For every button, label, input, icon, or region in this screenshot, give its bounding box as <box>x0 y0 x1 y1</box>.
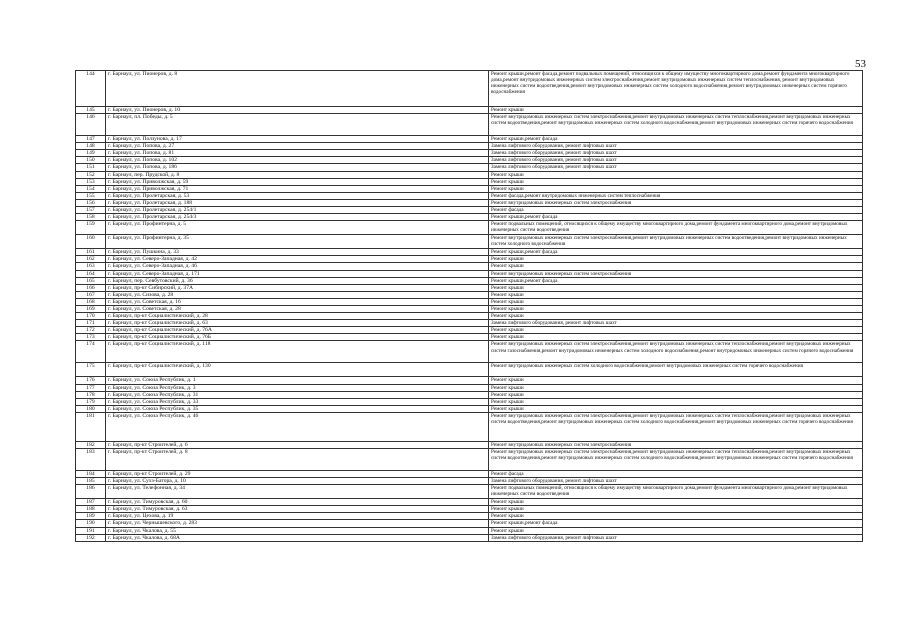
row-work-types: Ремонт крыши,ремонт фасада <box>489 136 863 143</box>
row-address: г. Барнаул, пр-кт Строителей, д. 29 <box>106 471 489 478</box>
table-row <box>76 256 863 263</box>
row-number: 189 <box>76 513 106 520</box>
row-work-types: Ремонт внутридомовых инженерных систем холодного водоснабжения,ремонт внутридомовых инженерных систем горячего водоснабжения <box>489 363 863 377</box>
row-number: 181 <box>76 412 106 441</box>
row-number: 174 <box>76 341 106 363</box>
row-number: 183 <box>76 449 106 471</box>
table-row <box>76 214 863 221</box>
table-row <box>76 171 863 178</box>
page-number: 53 <box>855 58 866 70</box>
row-address: г. Барнаул, пр-кт Социалистический, д. 118 <box>106 341 489 363</box>
row-work-types: Ремонт внутридомовых инженерных систем электроснабжения <box>489 270 863 277</box>
row-address: г. Барнаул, ул. Союза Республик, д. 46 <box>106 412 489 441</box>
row-address: г. Барнаул, ул. Попова, д. 27 <box>106 143 489 150</box>
row-number: 160 <box>76 235 106 249</box>
row-address: г. Барнаул, ул. Советская, д. 28 <box>106 305 489 312</box>
row-work-types: Замена лифтового оборудования, ремонт лифтовых шахт <box>489 143 863 150</box>
row-address: г. Барнаул, ул. Пролетарская, д. 188 <box>106 199 489 206</box>
row-number: 164 <box>76 270 106 277</box>
row-address: г. Барнаул, пр-кт Сибирский, д. 37А <box>106 284 489 291</box>
row-number: 168 <box>76 298 106 305</box>
row-address: г. Барнаул, ул. Чкалова, д. 68А <box>106 534 489 541</box>
table-row <box>76 192 863 199</box>
table-row <box>76 221 863 235</box>
row-work-types: Ремонт крыши <box>489 499 863 506</box>
row-address: г. Барнаул, ул. Чкалова, д. 55 <box>106 527 489 534</box>
row-work-types: Ремонт крыши <box>489 384 863 391</box>
row-number: 166 <box>76 284 106 291</box>
row-number: 191 <box>76 527 106 534</box>
row-work-types: Ремонт крыши <box>489 334 863 341</box>
row-work-types: Ремонт крыши <box>489 405 863 412</box>
row-address: г. Барнаул, ул. Попова, д. 186 <box>106 164 489 171</box>
table-row <box>76 478 863 485</box>
row-address: г. Барнаул, пр-кт Строителей, д. 6 <box>106 441 489 448</box>
row-address: г. Барнаул, пр-кт Социалистический, д. 76А <box>106 327 489 334</box>
table-row <box>76 185 863 192</box>
row-number: 144 <box>76 71 106 107</box>
row-work-types: Ремонт фасада <box>489 207 863 214</box>
row-number: 185 <box>76 478 106 485</box>
row-address: г. Барнаул, ул. Союза Республик, д. 1 <box>106 377 489 384</box>
table-row <box>76 398 863 405</box>
row-work-types: Ремонт крыши,ремонт фасада <box>489 249 863 256</box>
row-number: 148 <box>76 143 106 150</box>
row-work-types: Ремонт крыши <box>489 391 863 398</box>
row-number: 186 <box>76 485 106 499</box>
row-number: 146 <box>76 114 106 136</box>
row-address: г. Барнаул, ул. Пионеров, д. 8 <box>106 71 489 107</box>
row-number: 154 <box>76 185 106 192</box>
row-work-types: Ремонт внутридомовых инженерных систем электроснабжения,ремонт внутридомовых инженерных систем водоотведения,ремонт внутридомовых инженерных систем холодного водоснабжения <box>489 235 863 249</box>
row-address: г. Барнаул, ул. Тимуровская, д. 60 <box>106 499 489 506</box>
table-row <box>76 277 863 284</box>
table-row <box>76 412 863 441</box>
row-work-types: Ремонт крыши <box>489 256 863 263</box>
row-number: 152 <box>76 171 106 178</box>
row-work-types: Замена лифтового оборудования, ремонт лифтовых шахт <box>489 320 863 327</box>
row-address: г. Барнаул, ул. Цехова, д. 19 <box>106 513 489 520</box>
row-work-types: Ремонт внутридомовых инженерных систем электроснабжения,ремонт внутридомовых инженерных систем теплоснабжения,ремонт внутридомовых инженерных систем водоотведения,ремонт внутридомовых инженерных систем холодного водоснабжения,ремонт внутридомовых инженерных систем горячего водоснабжения <box>489 449 863 471</box>
row-address: г. Барнаул, ул. Сизова, д. 28 <box>106 291 489 298</box>
row-number: 176 <box>76 377 106 384</box>
row-address: г. Барнаул, пр-кт Строителей, д. 8 <box>106 449 489 471</box>
row-work-types: Ремонт крыши <box>489 313 863 320</box>
row-number: 172 <box>76 327 106 334</box>
row-work-types: Ремонт крыши,ремонт фасада <box>489 277 863 284</box>
table-row <box>76 363 863 377</box>
row-work-types: Замена лифтового оборудования, ремонт лифтовых шахт <box>489 157 863 164</box>
row-number: 192 <box>76 534 106 541</box>
row-number: 170 <box>76 313 106 320</box>
row-number: 157 <box>76 207 106 214</box>
row-work-types: Ремонт крыши,ремонт фасада <box>489 520 863 527</box>
row-number: 165 <box>76 277 106 284</box>
row-work-types: Ремонт крыши <box>489 298 863 305</box>
row-number: 184 <box>76 471 106 478</box>
table-row <box>76 150 863 157</box>
row-address: г. Барнаул, пр-кт Социалистический, д. 76Б <box>106 334 489 341</box>
row-address: г. Барнаул, ул. Ползунова, д. 17 <box>106 136 489 143</box>
row-address: г. Барнаул, ул. Северо-Западная, д. 42 <box>106 256 489 263</box>
row-number: 149 <box>76 150 106 157</box>
table-row <box>76 305 863 312</box>
table-row <box>76 107 863 114</box>
row-address: г. Барнаул, ул. Чернышевского, д. 283 <box>106 520 489 527</box>
row-address: г. Барнаул, ул. Телефонная, д. 34 <box>106 485 489 499</box>
row-address: г. Барнаул, ул. Союза Республик, д. 31 <box>106 391 489 398</box>
table-row <box>76 320 863 327</box>
table-body <box>76 71 863 542</box>
table-row <box>76 164 863 171</box>
row-number: 167 <box>76 291 106 298</box>
row-number: 179 <box>76 398 106 405</box>
row-number: 161 <box>76 249 106 256</box>
row-number: 171 <box>76 320 106 327</box>
row-number: 145 <box>76 107 106 114</box>
row-work-types: Ремонт крыши <box>489 506 863 513</box>
row-work-types: Ремонт подвальных помещений, относящихся к общему имуществу многоквартирного дома,ремонт фундамента многоквартирного дома,ремонт внутридомовых инженерных систем водоотведения <box>489 221 863 235</box>
table-row <box>76 527 863 534</box>
row-address: г. Барнаул, ул. Пушкина, д. 33 <box>106 249 489 256</box>
row-address: г. Барнаул, ул. Профинтерна, д. 35 <box>106 235 489 249</box>
table-row <box>76 520 863 527</box>
row-work-types: Ремонт крыши,ремонт фасада,ремонт подвальных помещений, относящихся к общему имуществу многоквартирного дома,ремонт фундамента многоквартирного дома,ремонт внутридомовых инженерных систем электроснабжения,ремонт внутридомовых инженерных систем теплоснабжения, ремонт внутридомовых инженерных систем водоотведения,ремонт внутридомовых инженерных систем холодного водоснабжения,ремонт внутридомовых инженерных систем горячего водоснабжения <box>489 71 863 107</box>
row-address: г. Барнаул, ул. Северо-Западная, д. 171 <box>106 270 489 277</box>
row-work-types: Ремонт крыши <box>489 327 863 334</box>
row-number: 190 <box>76 520 106 527</box>
row-work-types: Ремонт крыши <box>489 513 863 520</box>
row-work-types: Ремонт крыши <box>489 263 863 270</box>
row-address: г. Барнаул, ул. Профинтерна, д. 5 <box>106 221 489 235</box>
row-address: г. Барнаул, ул. Пионеров, д. 10 <box>106 107 489 114</box>
row-number: 158 <box>76 214 106 221</box>
table-row <box>76 136 863 143</box>
row-address: г. Барнаул, ул. Пролетарская, д. 53 <box>106 192 489 199</box>
row-number: 156 <box>76 199 106 206</box>
row-work-types: Ремонт внутридомовых инженерных систем электроснабжения <box>489 441 863 448</box>
table-row <box>76 391 863 398</box>
row-work-types: Ремонт крыши <box>489 398 863 405</box>
row-address: г. Барнаул, пр-кт Социалистический, д. 28 <box>106 313 489 320</box>
row-work-types: Ремонт крыши <box>489 305 863 312</box>
row-work-types: Ремонт внутридомовых инженерных систем электроснабжения,ремонт внутридомовых инженерных систем теплоснабжения,ремонт внутридомовых инженерных систем водоотведения,ремонт внутридомовых инженерных систем холодного водоснабжения,ремонт внутридомовых инженерных систем горячего водоснабжения <box>489 114 863 136</box>
row-address: г. Барнаул, ул. Попова, д. 81 <box>106 150 489 157</box>
row-number: 180 <box>76 405 106 412</box>
row-address: г. Барнаул, ул. Тимуровская, д. 63 <box>106 506 489 513</box>
table-row <box>76 235 863 249</box>
table-row <box>76 71 863 107</box>
table-row <box>76 291 863 298</box>
table-row <box>76 157 863 164</box>
table-row <box>76 341 863 363</box>
row-work-types: Ремонт внутридомовых инженерных систем электроснабжения,ремонт внутридомовых инженерных систем теплоснабжения,ремонт внутридомовых инженерных систем водоотведения,ремонт внутридомовых инженерных систем холодного водоснабжения,ремонт внутридомовых инженерных систем горячего водоснабжения <box>489 412 863 441</box>
row-work-types: Ремонт крыши,ремонт фасада <box>489 214 863 221</box>
row-work-types: Замена лифтового оборудования, ремонт лифтовых шахт <box>489 534 863 541</box>
row-work-types: Замена лифтового оборудования, ремонт лифтовых шахт <box>489 478 863 485</box>
row-number: 187 <box>76 499 106 506</box>
row-address: г. Барнаул, пр-кт Социалистический, д. 130 <box>106 363 489 377</box>
row-work-types: Ремонт внутридомовых инженерных систем электроснабжения,ремонт внутридомовых инженерных систем теплоснабжения,ремонт внутридомовых инженерных систем газоснабжения,ремонт внутридомовых инженерных систем холодного водоснабжения,ремонт внутридомовых инженерных систем горячего водоснабжения <box>489 341 863 363</box>
row-number: 169 <box>76 305 106 312</box>
row-number: 177 <box>76 384 106 391</box>
table-row <box>76 114 863 136</box>
row-work-types: Замена лифтового оборудования, ремонт лифтовых шахт <box>489 164 863 171</box>
row-address: г. Барнаул, ул. Приволжская, д. 71 <box>106 185 489 192</box>
table-row <box>76 327 863 334</box>
row-work-types: Ремонт крыши <box>489 527 863 534</box>
row-work-types: Ремонт фасада,ремонт внутридомовых инженерных систем теплоснабжения <box>489 192 863 199</box>
row-address: г. Барнаул, ул. Пролетарская, д. 254/1 <box>106 207 489 214</box>
row-address: г. Барнаул, ул. Сухэ-Батора, д. 10 <box>106 478 489 485</box>
table-row <box>76 249 863 256</box>
row-work-types: Ремонт фасада <box>489 471 863 478</box>
row-address: г. Барнаул, ул. Приволжская, д. 59 <box>106 178 489 185</box>
table-row <box>76 199 863 206</box>
row-address: г. Барнаул, ул. Союза Республик, д. 33 <box>106 398 489 405</box>
row-number: 162 <box>76 256 106 263</box>
table-row <box>76 534 863 541</box>
table-row <box>76 377 863 384</box>
row-number: 150 <box>76 157 106 164</box>
table-row <box>76 298 863 305</box>
row-address: г. Барнаул, ул. Попова, д. 102 <box>106 157 489 164</box>
row-address: г. Барнаул, ул. Союза Республик, д. 35 <box>106 405 489 412</box>
row-address: г. Барнаул, ул. Союза Республик, д. 3 <box>106 384 489 391</box>
repair-schedule-table <box>75 70 863 542</box>
table-row <box>76 284 863 291</box>
table-row <box>76 499 863 506</box>
table-row <box>76 178 863 185</box>
row-work-types: Ремонт крыши <box>489 171 863 178</box>
row-work-types: Ремонт подвальных помещений, относящихся к общему имуществу многоквартирного дома,ремонт фундамента многоквартирного дома,ремонт внутридомовых инженерных систем водоотведения <box>489 485 863 499</box>
row-number: 155 <box>76 192 106 199</box>
table-row <box>76 334 863 341</box>
row-address: г. Барнаул, ул. Советская, д. 16 <box>106 298 489 305</box>
row-number: 173 <box>76 334 106 341</box>
table-row <box>76 441 863 448</box>
row-number: 153 <box>76 178 106 185</box>
table-row <box>76 313 863 320</box>
row-address: г. Барнаул, пр-кт Социалистический, д. 63 <box>106 320 489 327</box>
row-number: 188 <box>76 506 106 513</box>
row-number: 163 <box>76 263 106 270</box>
table-row <box>76 270 863 277</box>
row-work-types: Ремонт крыши <box>489 291 863 298</box>
table-row <box>76 506 863 513</box>
table-row <box>76 263 863 270</box>
row-number: 151 <box>76 164 106 171</box>
row-address: г. Барнаул, пер. Прудской, д. 8 <box>106 171 489 178</box>
row-work-types: Ремонт крыши <box>489 284 863 291</box>
row-number: 159 <box>76 221 106 235</box>
table-row <box>76 471 863 478</box>
table-row <box>76 449 863 471</box>
row-work-types: Ремонт крыши <box>489 107 863 114</box>
row-work-types: Ремонт крыши <box>489 185 863 192</box>
table-row <box>76 485 863 499</box>
table-row <box>76 207 863 214</box>
table-row <box>76 384 863 391</box>
table-row <box>76 513 863 520</box>
table-row <box>76 143 863 150</box>
table-row <box>76 405 863 412</box>
row-work-types: Ремонт крыши <box>489 178 863 185</box>
row-number: 147 <box>76 136 106 143</box>
row-number: 182 <box>76 441 106 448</box>
row-work-types: Замена лифтового оборудования, ремонт лифтовых шахт <box>489 150 863 157</box>
row-number: 178 <box>76 391 106 398</box>
row-address: г. Барнаул, ул. Северо-Западная, д. 46 <box>106 263 489 270</box>
row-address: г. Барнаул, ул. Пролетарская, д. 254/3 <box>106 214 489 221</box>
row-address: г. Барнаул, пер. Севбутовский, д. 36 <box>106 277 489 284</box>
row-work-types: Ремонт внутридомовых инженерных систем электроснабжения <box>489 199 863 206</box>
row-work-types: Ремонт крыши <box>489 377 863 384</box>
row-address: г. Барнаул, пл. Победы, д. 5 <box>106 114 489 136</box>
row-number: 175 <box>76 363 106 377</box>
